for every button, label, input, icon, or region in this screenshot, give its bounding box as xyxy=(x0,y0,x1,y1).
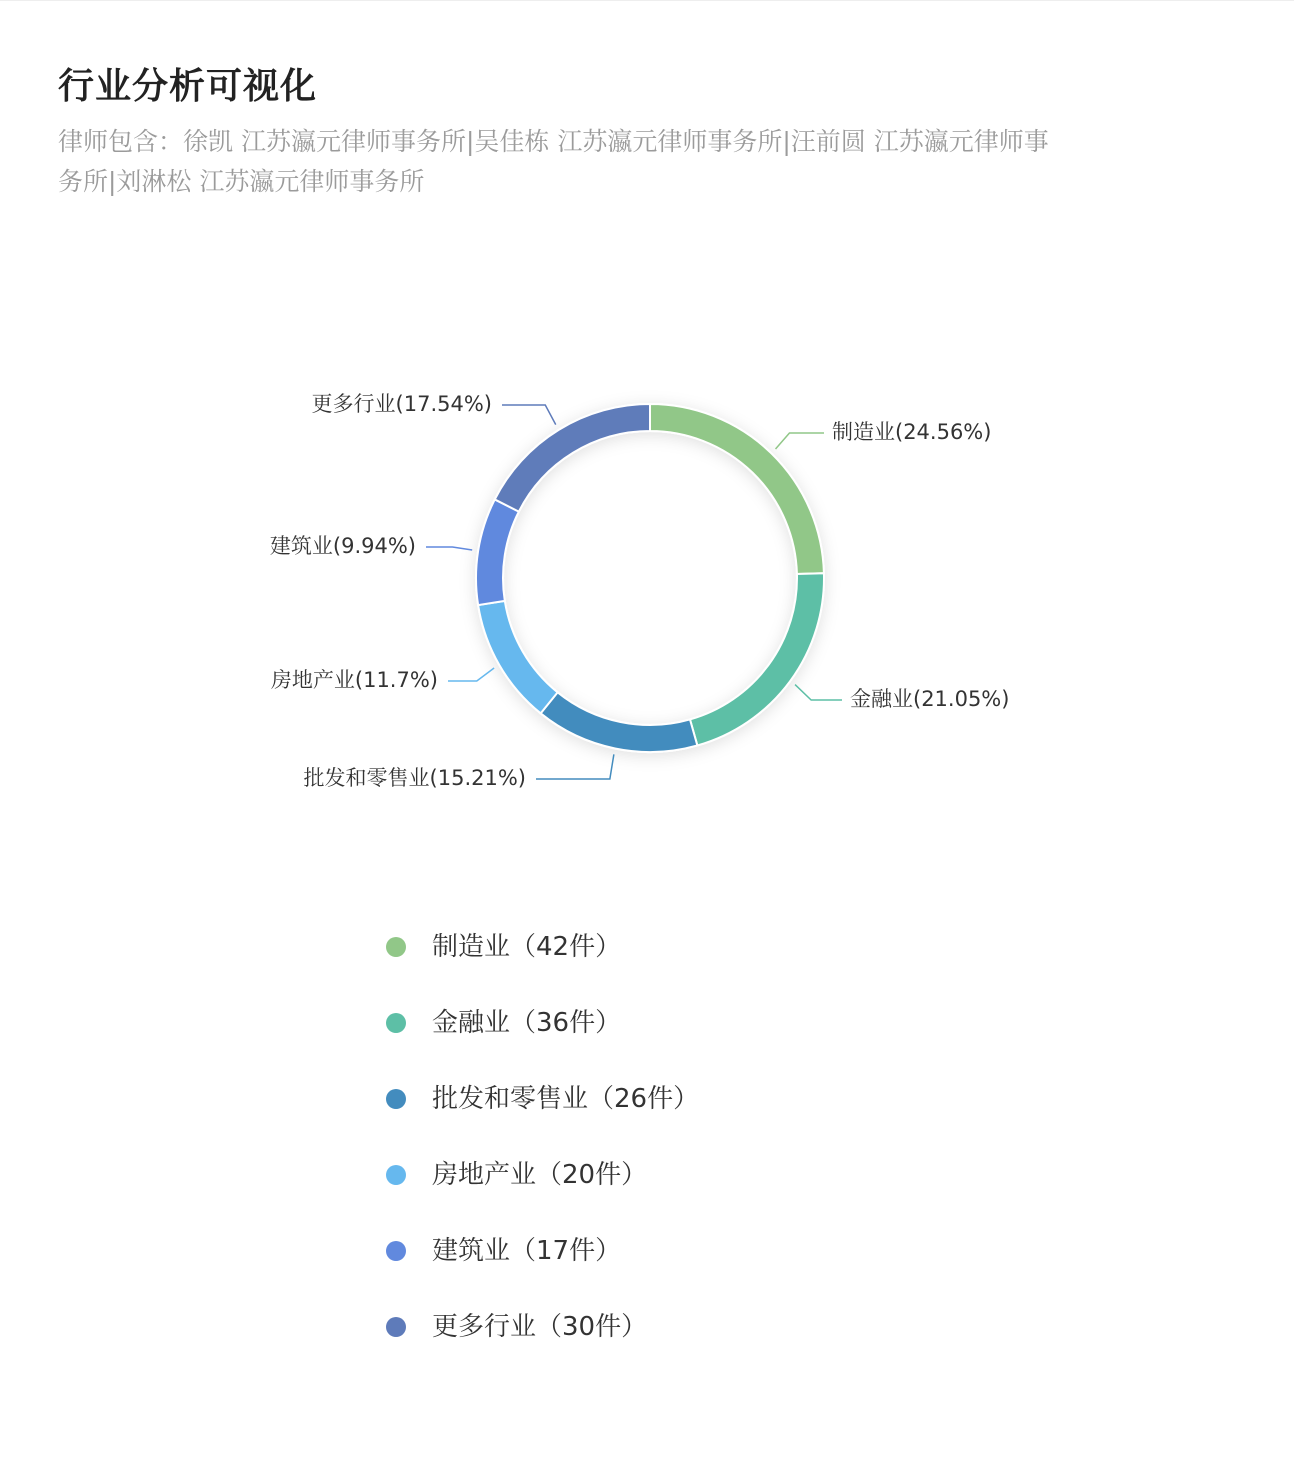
legend-color-dot xyxy=(386,1013,406,1033)
legend-label: 更多行业（30件） xyxy=(432,1312,648,1342)
slice-label-6: 更多行业(17.54%) xyxy=(311,392,492,416)
legend-item[interactable] xyxy=(386,1075,699,1151)
leader-line-3 xyxy=(536,754,614,779)
leader-line-5 xyxy=(426,547,472,550)
legend-item[interactable] xyxy=(386,1303,699,1379)
donut-slice-6[interactable] xyxy=(495,404,650,512)
leader-line-4 xyxy=(448,668,494,681)
donut-slice-5[interactable] xyxy=(476,499,519,605)
legend-item[interactable] xyxy=(386,1227,699,1303)
legend-item[interactable] xyxy=(386,999,699,1075)
chart-legend xyxy=(386,923,699,1379)
slice-label-5: 建筑业(9.94%) xyxy=(269,534,416,558)
donut-slice-3[interactable] xyxy=(541,692,698,752)
legend-label: 房地产业（20件） xyxy=(432,1160,648,1190)
legend-label: 制造业（42件） xyxy=(432,932,622,962)
donut-slice-4[interactable] xyxy=(478,601,557,713)
leader-line-1 xyxy=(776,433,824,449)
page-subtitle: 律师包含：徐凯 江苏瀛元律师事务所|吴佳栋 江苏瀛元律师事务所|汪前圆 江苏瀛元律师事务所|刘淋松 江苏瀛元律师事务所 xyxy=(58,127,1049,196)
legend-color-dot xyxy=(386,1165,406,1185)
slice-label-3: 批发和零售业(15.21%) xyxy=(303,766,526,790)
legend-label: 建筑业（17件） xyxy=(432,1236,622,1266)
legend-color-dot xyxy=(386,937,406,957)
legend-item[interactable] xyxy=(386,1151,699,1227)
slice-label-2: 金融业(21.05%) xyxy=(850,687,1010,711)
donut-slice-1[interactable] xyxy=(650,404,824,574)
legend-label: 金融业（36件） xyxy=(432,1008,622,1038)
page-title: 行业分析可视化 xyxy=(58,66,318,107)
legend-color-dot xyxy=(386,1317,406,1337)
legend-label: 批发和零售业（26件） xyxy=(432,1084,700,1114)
slice-label-1: 制造业(24.56%) xyxy=(832,420,992,444)
legend-color-dot xyxy=(386,1089,406,1109)
donut-slice-2[interactable] xyxy=(690,573,824,745)
legend-item[interactable] xyxy=(386,923,699,999)
slice-label-4: 房地产业(11.7%) xyxy=(270,668,438,692)
legend-color-dot xyxy=(386,1241,406,1261)
leader-line-2 xyxy=(795,685,842,700)
leader-line-6 xyxy=(502,405,556,425)
slices-layer xyxy=(476,404,824,752)
